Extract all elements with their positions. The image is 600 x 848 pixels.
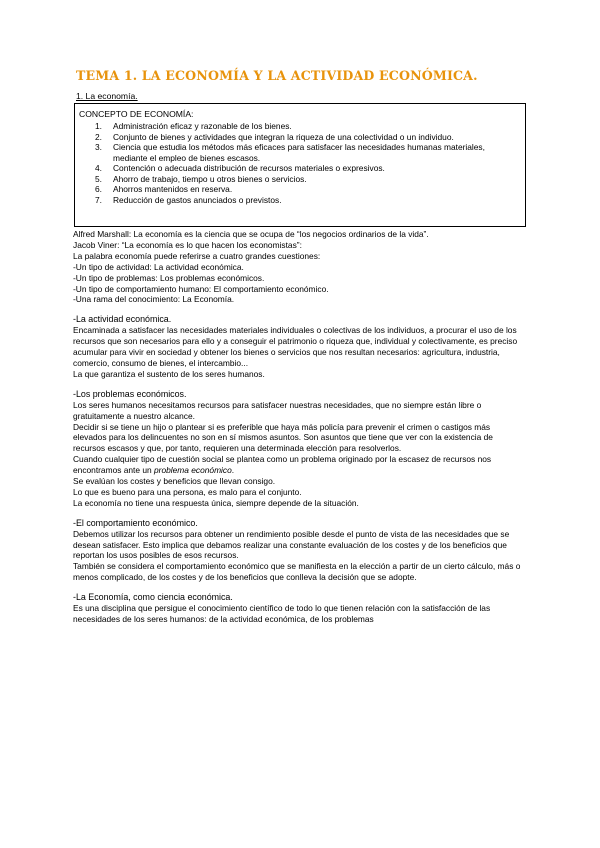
paragraph: -Un tipo de actividad: La actividad económica. bbox=[73, 261, 244, 272]
paragraph: La economía no tiene una respuesta única, siempre depende de la situación. bbox=[73, 497, 359, 508]
concept-item-text: Ciencia que estudia los métodos más eficaces para satisfacer las necesidades humanas materiales, mediante el empleo de bienes escasos. bbox=[113, 142, 485, 163]
concept-item-text: Ahorros mantenidos en reserva. bbox=[113, 184, 233, 194]
concept-item-number: 3. bbox=[95, 142, 102, 152]
paragraph-text: Cuando cualquier tipo de cuestión social se plantea como un problema originado por la escasez de recursos nos encontramos ante un bbox=[73, 454, 492, 476]
paragraph: Encaminada a satisfacer las necesidades materiales individuales o colectivas de los individuos, a procurar el uso de los recursos que son necesarios para ello y a conseguir el patrimonio o riqueza que, individual y colectivamente, es preciso acumular para vivir en sociedad y obtener los bienes o servicios que nos resultan necesarios: agricultura, industria, comercio, consumo de bienes, el intercambio... bbox=[73, 325, 518, 368]
section-heading: -La Economía, como ciencia económica. bbox=[73, 592, 233, 603]
emphasis-text: problema económico bbox=[154, 465, 232, 476]
section-subtitle: 1. La economía. bbox=[76, 91, 138, 101]
concept-item-number: 2. bbox=[95, 131, 102, 142]
concept-item-number: 4. bbox=[95, 163, 102, 173]
concept-item-number: 5. bbox=[95, 173, 102, 184]
concept-item-number: 7. bbox=[95, 194, 102, 205]
concept-item-number: 6. bbox=[95, 184, 102, 194]
document-title: TEMA 1. LA ECONOMÍA Y LA ACTIVIDAD ECONÓMICA. bbox=[76, 68, 478, 83]
paragraph: -Una rama del conocimiento: La Economía. bbox=[73, 294, 235, 305]
concept-item-text: Reducción de gastos anunciados o previstos. bbox=[113, 194, 282, 205]
paragraph: La palabra economía puede referirse a cuatro grandes cuestiones: bbox=[73, 250, 321, 261]
paragraph: -Un tipo de comportamiento humano: El comportamiento económico. bbox=[73, 283, 329, 294]
paragraph: Los seres humanos necesitamos recursos para satisfacer nuestras necesidades, que no siempre están libre o gratuitamente a nuestro alcance. bbox=[73, 399, 482, 421]
concept-list bbox=[75, 121, 515, 205]
concept-item-text: Administración eficaz y razonable de los bienes. bbox=[113, 121, 292, 131]
paragraph: La que garantiza el sustento de los seres humanos. bbox=[73, 368, 265, 379]
paragraph: Se evalúan los costes y beneficios que llevan consigo. bbox=[73, 476, 276, 487]
concept-item-text: Contención o adecuada distribución de recursos materiales o expresivos. bbox=[113, 163, 385, 173]
concept-item bbox=[75, 132, 515, 143]
concept-box bbox=[74, 103, 526, 227]
document-body bbox=[73, 229, 523, 625]
concept-item-text: Ahorro de trabajo, tiempo u otros bienes o servicios. bbox=[113, 173, 307, 184]
section-heading: -Los problemas económicos. bbox=[73, 388, 187, 399]
concept-box-heading: CONCEPTO DE ECONOMÍA: bbox=[79, 109, 194, 119]
section-heading: -El comportamiento económico. bbox=[73, 517, 198, 528]
paragraph bbox=[73, 454, 523, 476]
paragraph: También se considera el comportamiento económico que se manifiesta en la elección a partir de un cierto cálculo, más o menos complicado, de los costes y de los beneficios que conlleva la decisión que se adopte. bbox=[73, 561, 521, 583]
paragraph: -Un tipo de problemas: Los problemas económicos. bbox=[73, 272, 265, 283]
concept-item-text: Conjunto de bienes y actividades que integran la riqueza de una colectividad o un individuo. bbox=[113, 131, 454, 142]
paragraph: Debemos utilizar los recursos para obtener un rendimiento posible desde el punto de vista de las necesidades que se desean satisfacer. Esto implica que debamos realizar una constante evaluación de los costes y de los beneficios que reportan los usos posibles de esos recursos. bbox=[73, 528, 510, 561]
section-heading: -La actividad económica. bbox=[73, 314, 172, 325]
concept-item bbox=[75, 195, 515, 206]
paragraph: Alfred Marshall: La economía es la ciencia que se ocupa de “los negocios ordinarios de la vida”. bbox=[73, 229, 429, 239]
concept-item bbox=[75, 184, 515, 195]
paragraph: Jacob Viner: “La economía es lo que hacen los economistas”: bbox=[73, 239, 302, 250]
paragraph: Decidir si se tiene un hijo o plantear si es preferible que haya más policía para prevenir el crimen o castigos más elevados para los delincuentes no son en sí mismos asuntos. Son asuntos que tiene que ver con la existencia de recursos escasos y que, por tanto, requieren una determinada elección para resolverlos. bbox=[73, 421, 493, 454]
concept-item bbox=[75, 121, 515, 132]
concept-item bbox=[75, 163, 515, 174]
concept-item bbox=[75, 142, 515, 163]
paragraph: Lo que es bueno para una persona, es malo para el conjunto. bbox=[73, 486, 302, 497]
concept-item-number: 1. bbox=[95, 121, 102, 131]
paragraph: Es una disciplina que persigue el conocimiento científico de todo lo que tienen relación con la satisfacción de las necesidades de los seres humanos: de la actividad económica, de los problemas bbox=[73, 603, 491, 624]
concept-item bbox=[75, 174, 515, 185]
paragraph-text: . bbox=[231, 465, 235, 476]
